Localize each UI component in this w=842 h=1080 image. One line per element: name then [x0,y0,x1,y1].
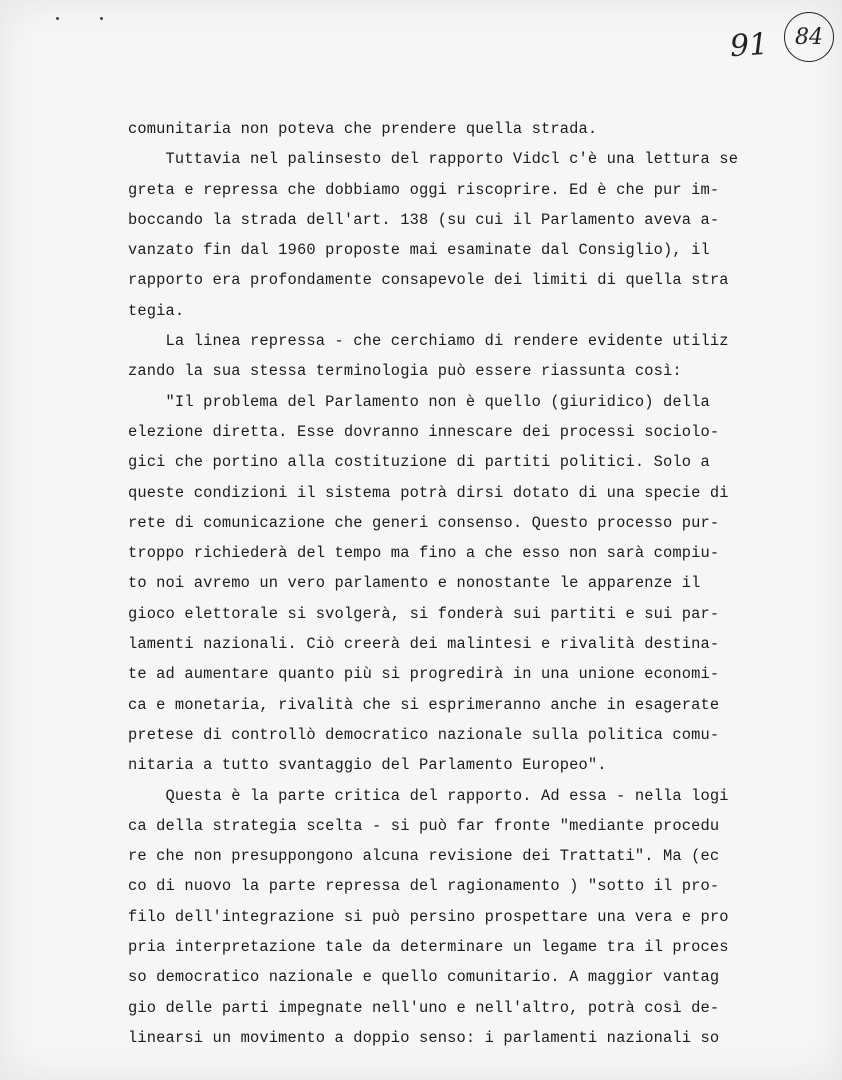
text-line: co di nuovo la parte repressa del ragionamento ) "sotto il pro- [128,877,720,896]
text-line: pria interpretazione tale da determinare un legame tra il proces [128,938,729,957]
typed-body-text [128,114,768,1053]
speck-mark [56,17,59,20]
text-line: ca della strategia scelta - si può far fronte "mediante procedu [128,816,720,835]
handwritten-page-number: 91 [728,26,770,65]
text-line: to noi avremo un vero parlamento e nonostante le apparenze il [128,574,701,593]
text-line: pretese di controllò democratico nazionale sulla politica comu- [128,725,720,744]
text-line: nitaria a tutto svantaggio del Parlamento Europeo". [128,756,607,775]
text-line: tegia. [128,301,185,320]
text-line: Questa è la parte critica del rapporto. Ad essa - nella logi [128,786,729,805]
text-line: "Il problema del Parlamento non è quello (giuridico) della [128,392,710,411]
text-line: ca e monetaria, rivalità che si esprimeranno anche in esagerate [128,695,720,714]
text-line: elezione diretta. Esse dovranno innescare dei processi sociolo- [128,422,720,441]
text-line: so democratico nazionale e quello comunitario. A maggior vantag [128,968,720,987]
text-line: vanzato fin dal 1960 proposte mai esaminate dal Consiglio), il [128,241,710,260]
text-line: Tuttavia nel palinsesto del rapporto Vidcl c'è una lettura se [128,150,739,169]
text-line: boccando la strada dell'art. 138 (su cui il Parlamento aveva a- [128,210,720,229]
circled-folio-number: 84 [784,12,834,62]
text-line: rapporto era profondamente consapevole dei limiti di quella stra [128,271,729,290]
text-line: troppo richiederà del tempo ma fino a che esso non sarà compiu- [128,544,720,563]
text-line: gici che portino alla costituzione di partiti politici. Solo a [128,453,710,472]
text-line: lamenti nazionali. Ciò creerà dei malintesi e rivalità destina- [128,635,720,654]
text-line: gioco elettorale si svolgerà, si fonderà sui partiti e sui par- [128,604,720,623]
text-line: gio delle parti impegnate nell'uno e nell'altro, potrà così de- [128,998,720,1017]
text-line: rete di comunicazione che generi consenso. Questo processo pur- [128,513,720,532]
text-line: linearsi un movimento a doppio senso: i parlamenti nazionali so [128,1028,720,1047]
text-line: comunitaria non poteva che prendere quella strada. [128,120,598,138]
text-line: zando la sua stessa terminologia può essere riassunta così: [128,362,682,381]
text-line: queste condizioni il sistema potrà dirsi dotato di una specie di [128,483,729,502]
text-line: re che non presuppongono alcuna revisione dei Trattati". Ma (ec [128,847,720,866]
text-line: filo dell'integrazione si può persino prospettare una vera e pro [128,907,729,926]
speck-mark [100,17,103,20]
text-line: La linea repressa - che cerchiamo di rendere evidente utiliz [128,332,729,351]
text-line: greta e repressa che dobbiamo oggi riscoprire. Ed è che pur im- [128,180,720,199]
text-line: te ad aumentare quanto più si progredirà in una unione economi- [128,665,720,684]
